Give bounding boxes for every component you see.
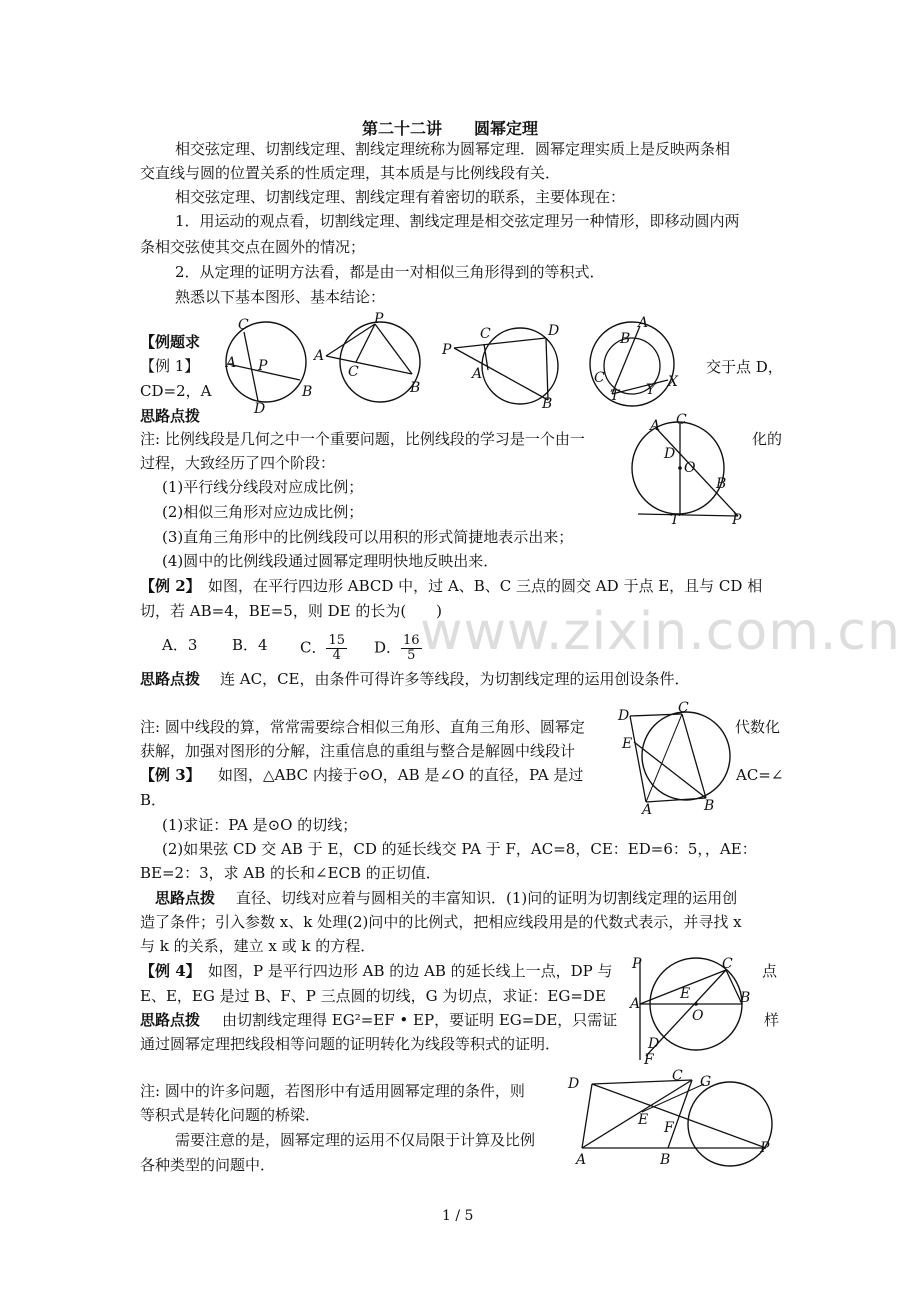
- example-3-line-2: B．: [140, 791, 167, 809]
- svg-text:D: D: [568, 1076, 580, 1092]
- example-3-hint-2: 造了条件；引入参数 x、k 处理(2)问中的比例式，把相应线段用是的代数式表示，并寻找 x: [140, 913, 742, 931]
- svg-text:P: P: [442, 342, 452, 358]
- fraction-denominator: 5: [407, 648, 416, 663]
- note-1-item-1: (1)平行线分线段对应成比例；: [162, 478, 364, 496]
- note-2-line-2: 获解，加强对图形的分解，注重信息的重组与整合是解圆中线段计: [140, 742, 576, 760]
- svg-text:D: D: [254, 401, 266, 417]
- example-2-line-2: 切，若 AB=4，BE=5，则 DE 的长为( ): [140, 602, 443, 620]
- example-4-label: 【例 4】: [140, 962, 201, 980]
- basic-figure-secants-2: [440, 322, 570, 410]
- svg-text:B: B: [660, 1152, 671, 1168]
- example-2-hint: 连 AC，CE，由条件可得许多等线段，为切割线定理的运用创设条件．: [220, 670, 690, 688]
- example-4-line-1: 如图，P 是平行四边形 AB 的边 AB 的延长线上一点，DP 与: [208, 962, 613, 980]
- intro-line-4: 1．用运动的观点看，切割线定理、割线定理是相交弦定理另一种情形，即移动圆内两: [175, 212, 740, 230]
- example-1-figure: [628, 412, 748, 528]
- svg-text:O: O: [692, 1008, 704, 1024]
- svg-text:E: E: [680, 986, 691, 1002]
- example-1-text-2: CD=2，A: [140, 382, 212, 400]
- svg-text:B: B: [740, 990, 751, 1006]
- note-3-line-4: 各种类型的问题中．: [140, 1156, 276, 1174]
- example-3-line-1-tail: AC=∠: [736, 766, 784, 784]
- svg-text:X: X: [668, 374, 678, 390]
- svg-text:C: C: [480, 326, 491, 342]
- svg-text:P: P: [732, 512, 742, 528]
- svg-text:B: B: [716, 476, 727, 492]
- example-3-line-1: 如图，△ABC 内接于⊙O，AB 是∠O 的直径，PA 是过: [218, 766, 584, 784]
- note-2-line-1-tail: 代数化: [735, 718, 781, 736]
- fraction-numerator: 15: [328, 633, 346, 648]
- intro-line-2: 交直线与圆的位置关系的性质定理，其本质是与比例线段有关．: [140, 164, 561, 182]
- svg-text:C: C: [676, 412, 687, 428]
- svg-text:C: C: [594, 370, 605, 386]
- svg-text:A: A: [638, 315, 649, 331]
- svg-text:T: T: [670, 512, 680, 528]
- svg-text:B: B: [410, 380, 421, 396]
- svg-text:P: P: [258, 358, 268, 374]
- svg-text:D: D: [618, 708, 630, 724]
- example-2-hint-label: 思路点拨: [140, 670, 201, 688]
- example-4-figure: [566, 1066, 782, 1170]
- svg-text:E: E: [622, 736, 633, 752]
- intro-line-1: 相交弦定理、切割线定理、割线定理统称为圆幂定理．圆幂定理实质上是反映两条相: [175, 140, 731, 158]
- svg-text:P: P: [374, 311, 384, 327]
- example-4-hint-1-tail: 样: [764, 1011, 780, 1029]
- example-2-option-c: [300, 634, 347, 663]
- svg-text:A: A: [226, 355, 237, 371]
- watermark: www.zixin.com.cn: [420, 602, 901, 662]
- fraction-numerator: 16: [403, 633, 420, 648]
- example-1-label: 【例 1】: [140, 357, 200, 375]
- section-heading: 【例题求: [140, 333, 201, 351]
- example-1-hint-label: 思路点拨: [140, 407, 201, 425]
- svg-text:A: A: [576, 1152, 587, 1168]
- svg-text:A: A: [472, 366, 483, 382]
- example-3-figure: [630, 956, 751, 1068]
- basic-figure-secants-1: [312, 311, 422, 410]
- note-3-line-1: 注: 圆中的许多问题，若图形中有适用圆幂定理的条件，则: [140, 1082, 525, 1100]
- note-1-line-1: 注: 比例线段是几何之中一个重要问题，比例线段的学习是一个由一: [140, 430, 585, 448]
- example-2-option-c-label: C．: [300, 638, 327, 657]
- example-3-label: 【例 3】: [140, 766, 201, 784]
- note-3-line-3: 需要注意的是，圆幂定理的运用不仅局限于计算及比例: [175, 1131, 536, 1149]
- example-2-line-1: 如图，在平行四边形 ABCD 中，过 A、B、C 三点的圆交 AD 于点 E，且与 CD 相: [208, 577, 763, 595]
- svg-text:B: B: [704, 798, 715, 814]
- svg-text:D: D: [648, 1036, 660, 1052]
- svg-text:C: C: [672, 1068, 683, 1084]
- example-2-option-a: A．3: [162, 636, 198, 654]
- example-2-option-b: B．4: [232, 636, 268, 654]
- note-3-line-2: 等积式是转化问题的桥梁．: [140, 1106, 321, 1124]
- svg-text:B: B: [620, 331, 631, 347]
- example-2-option-d: [374, 634, 422, 663]
- svg-text:A: A: [630, 996, 641, 1012]
- svg-text:F: F: [644, 1052, 654, 1068]
- example-3-question-2-cont: BE=2：3，求 AB 的长和∠ECB 的正切值．: [140, 864, 441, 882]
- note-1-line-1-tail: 化的: [752, 430, 783, 448]
- note-1-line-2: 过程，大致经历了四个阶段：: [140, 454, 336, 472]
- note-1-item-3: (3)直角三角形中的比例线段可以用积的形式简捷地表示出来；: [162, 528, 574, 546]
- svg-text:G: G: [700, 1074, 712, 1090]
- svg-text:A: A: [314, 348, 325, 364]
- svg-text:C: C: [348, 364, 359, 380]
- intro-line-5: 条相交弦使其交点在圆外的情况；: [140, 238, 366, 256]
- page-number: 1 / 5: [442, 1208, 474, 1224]
- svg-text:D: D: [664, 446, 676, 462]
- intro-line-6: 2．从定理的证明方法看，都是由一对相似三角形得到的等积式．: [175, 263, 605, 281]
- example-4-hint-label: 思路点拨: [140, 1011, 201, 1029]
- svg-text:C: C: [238, 317, 249, 333]
- example-2-option-c-fraction: [326, 634, 347, 663]
- example-3-hint-3: 与 k 的关系，建立 x 或 k 的方程．: [140, 937, 376, 955]
- example-2-figure: [616, 700, 736, 818]
- svg-text:Y: Y: [646, 382, 656, 398]
- intro-line-7: 熟悉以下基本图形、基本结论：: [175, 288, 386, 306]
- svg-text:B: B: [302, 384, 313, 400]
- basic-figure-intersecting-chords: [222, 317, 313, 417]
- example-2-option-d-fraction: [401, 634, 422, 663]
- intro-line-3: 相交弦定理、切割线定理、割线定理有着密切的联系，主要体现在：: [175, 188, 626, 206]
- example-3-question-1: (1)求证：PA 是⊙O 的切线；: [162, 816, 358, 834]
- note-1-item-4: (4)圆中的比例线段通过圆幂定理明快地反映出来．: [162, 552, 499, 570]
- svg-text:F: F: [664, 1120, 674, 1136]
- page-title: 第二十二讲 圆幂定理: [362, 119, 539, 138]
- svg-text:C: C: [722, 956, 733, 972]
- example-2-label: 【例 2】: [140, 577, 201, 595]
- svg-text:C: C: [678, 700, 689, 716]
- example-1-text: 交于点 D，: [706, 358, 783, 376]
- svg-text:T: T: [610, 388, 620, 404]
- example-4-hint-2: 通过圆幂定理把线段相等问题的证明转化为线段等积式的证明．: [140, 1035, 561, 1053]
- note-1-item-2: (2)相似三角形对应边成比例；: [162, 503, 364, 521]
- fraction-denominator: 4: [332, 648, 341, 663]
- example-3-hint-label: 思路点拨: [155, 889, 216, 907]
- example-2-option-d-label: D．: [374, 638, 402, 657]
- example-3-question-2: (2)如果弦 CD 交 AB 于 E，CD 的延长线交 PA 于 F，AC=8，CE：ED=6：5，，AE：: [162, 840, 757, 858]
- svg-text:A: A: [650, 418, 661, 434]
- svg-text:D: D: [548, 323, 560, 339]
- svg-text:P: P: [760, 1140, 770, 1156]
- svg-text:E: E: [638, 1112, 649, 1128]
- example-4-hint-1: 由切割线定理得 EG²=EF • EP，要证明 EG=DE，只需证: [222, 1011, 618, 1029]
- example-4-line-1-tail: 点: [762, 962, 778, 980]
- svg-text:P: P: [632, 956, 642, 972]
- svg-text:A: A: [642, 802, 653, 818]
- note-2-line-1: 注: 圆中线段的算，常常需要综合相似三角形、直角三角形、圆幂定: [140, 718, 585, 736]
- svg-text:B: B: [542, 396, 553, 412]
- basic-figure-concentric-circles: [586, 314, 686, 410]
- example-4-line-2: E、E，EG 是过 B、F、P 三点圆的切线，G 为切点，求证：EG=DE: [140, 987, 606, 1005]
- svg-text:O: O: [684, 460, 696, 476]
- example-3-hint-1: 直径、切线对应着与圆相关的丰富知识．(1)问的证明为切割线定理的运用创: [236, 889, 738, 907]
